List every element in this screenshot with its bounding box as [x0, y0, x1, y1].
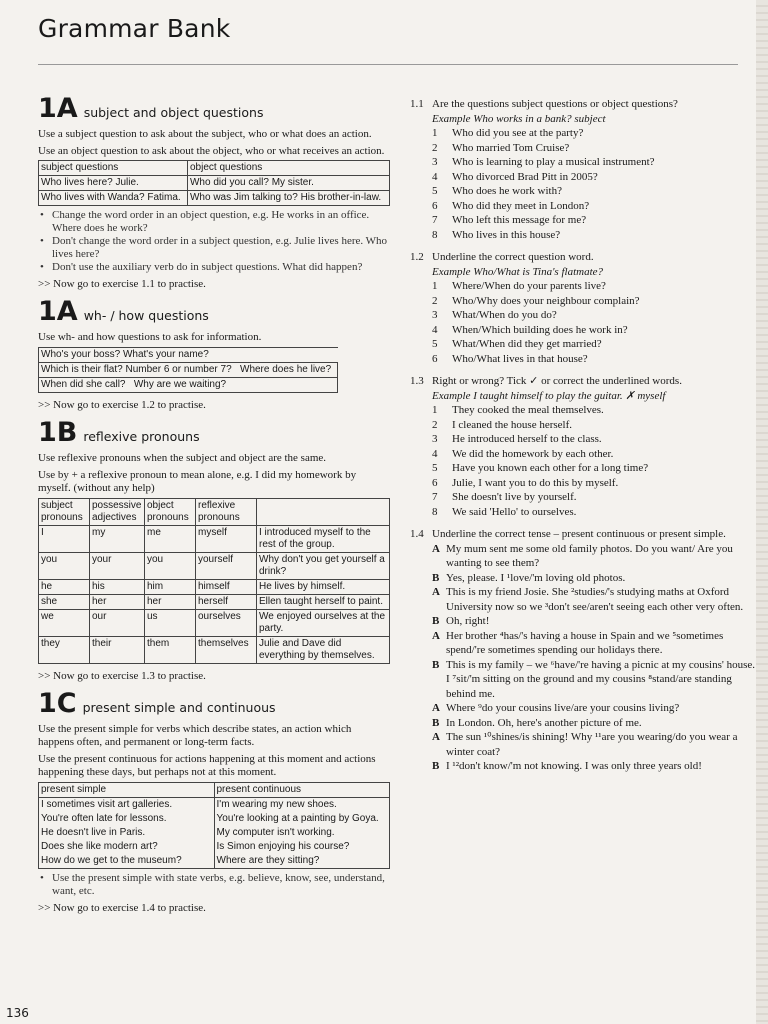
table-cell: him: [145, 580, 196, 595]
section-code: 1C: [38, 688, 77, 719]
table-cell: herself: [196, 595, 257, 610]
table-cell: myself: [196, 526, 257, 553]
table-row: [39, 363, 338, 378]
notes-list: [38, 872, 390, 898]
table-cell: Who was Jim talking to? His brother-in-law.: [187, 191, 389, 206]
table-row: [39, 798, 390, 813]
exercise-1-1: [410, 97, 760, 242]
list-item: 5 What/When did they get married?: [432, 338, 602, 350]
list-item: 3 What/When do you do?: [432, 309, 557, 321]
exercise-example: Example Who/What is Tina's flatmate?: [432, 265, 604, 278]
list-item: • Don't change the word order in a subject question, e.g. Julie lives here. Who lives here?: [48, 235, 390, 261]
table-cell: We enjoyed ourselves at the party.: [257, 610, 390, 637]
table-cell: you: [145, 553, 196, 580]
table-cell: his: [90, 580, 145, 595]
table-cell: Where are they sitting?: [214, 854, 390, 869]
practise-link: >> Now go to exercise 1.3 to practise.: [38, 670, 206, 682]
list-item: 7 She doesn't live by yourself.: [432, 491, 577, 503]
exercise-1-2: [410, 250, 760, 366]
list-item: 7 Who left this message for me?: [432, 214, 587, 226]
table-header: object pronouns: [145, 499, 196, 526]
table-cell: her: [90, 595, 145, 610]
list-item: 6 Julie, I want you to do this by myself.: [432, 476, 619, 489]
list-item: 4 When/Which building does he work in?: [432, 323, 628, 336]
page-title: Grammar Bank: [38, 14, 231, 43]
list-item: 5 Have you known each other for a long time?: [432, 462, 649, 474]
practise-link: >> Now go to exercise 1.4 to practise.: [38, 902, 206, 914]
notes-list: [38, 209, 390, 274]
table-cell: Is Simon enjoying his course?: [214, 840, 390, 854]
section-name: present simple and continuous: [82, 700, 276, 715]
exercise-number: 1.4: [410, 528, 424, 540]
section-1a-wh-heading: [38, 297, 390, 327]
table-header: object questions: [187, 161, 389, 176]
section-1b-heading: [38, 418, 390, 448]
table-cell: When did she call? Why are we waiting?: [39, 378, 338, 393]
table-cell: you: [39, 553, 90, 580]
table-row: [39, 553, 390, 580]
section-1c-heading: [38, 689, 390, 719]
rule-text: Use the present continuous for actions happening at this moment and actions happening these days, but perhaps not at this moment.: [38, 753, 376, 778]
exercise-example: Example I taught himself to play the guitar. ✗ myself: [432, 389, 666, 402]
table-cell: Ellen taught herself to paint.: [257, 595, 390, 610]
list-item: 2 I cleaned the house herself.: [432, 418, 573, 431]
list-item: 6 Who did they meet in London?: [432, 199, 590, 212]
table-cell: your: [90, 553, 145, 580]
list-item: • Don't use the auxiliary verb do in subject questions. What did happen?: [48, 261, 390, 274]
section-name: reflexive pronouns: [83, 429, 200, 444]
dialogue-line: A Where ⁹do your cousins live/are your cousins living?: [432, 702, 680, 714]
table-cell: He doesn't live in Paris.: [39, 826, 215, 840]
table-header: subject pronouns: [39, 499, 90, 526]
list-item: 4 Who divorced Brad Pitt in 2005?: [432, 170, 598, 183]
table-row: [39, 580, 390, 595]
list-item: 3 Who is learning to play a musical instrument?: [432, 156, 655, 168]
table-header: present simple: [39, 783, 215, 798]
table-row: [39, 637, 390, 664]
list-item: 6 Who/What lives in that house?: [432, 352, 588, 365]
table-row: [39, 348, 338, 363]
list-item: 2 Who married Tom Cruise?: [432, 141, 570, 154]
table-cell: You're often late for lessons.: [39, 812, 215, 826]
list-item: 8 Who lives in this house?: [432, 228, 561, 241]
list-item: 1 Where/When do your parents live?: [432, 280, 606, 292]
exercise-1-4: [410, 527, 760, 774]
list-item: 3 He introduced herself to the class.: [432, 433, 602, 445]
table-cell: You're looking at a painting by Goya.: [214, 812, 390, 826]
exercise-1-3: [410, 374, 760, 519]
section-code: 1B: [38, 417, 78, 448]
dialogue-line: B In London. Oh, here's another picture of me.: [432, 716, 642, 729]
dialogue-line: A The sun ¹⁰shines/is shining! Why ¹¹are you wearing/do you wear a winter coat?: [432, 731, 738, 758]
table-cell: themselves: [196, 637, 257, 664]
table-cell: My computer isn't working.: [214, 826, 390, 840]
rule-text: Use reflexive pronouns when the subject and object are the same.: [38, 452, 327, 464]
table-cell: us: [145, 610, 196, 637]
table-row: [39, 826, 390, 840]
dialogue-line: B Yes, please. I ¹love/'m loving old photos.: [432, 571, 626, 584]
table-row: [39, 854, 390, 869]
table-cell: I introduced myself to the rest of the group.: [257, 526, 390, 553]
table-cell: my: [90, 526, 145, 553]
present-tenses-table: [38, 782, 390, 869]
table-cell: our: [90, 610, 145, 637]
table-cell: How do we get to the museum?: [39, 854, 215, 869]
dialogue-line: A This is my friend Josie. She ²studies/'s studying maths at Oxford University now so we ³don't see/aren't seeing each other very often.: [432, 586, 744, 613]
table-row: [39, 526, 390, 553]
table-cell: Does she like modern art?: [39, 840, 215, 854]
section-code: 1A: [38, 93, 78, 124]
table-cell: I sometimes visit art galleries.: [39, 798, 215, 813]
table-cell: I: [39, 526, 90, 553]
exercise-instruction: Underline the correct tense – present continuous or present simple.: [432, 528, 726, 540]
practise-link: >> Now go to exercise 1.1 to practise.: [38, 278, 206, 290]
dialogue-line: A My mum sent me some old family photos. Do you want/ Are you wanting to see them?: [432, 542, 733, 569]
table-row: [39, 176, 390, 191]
table-header: [257, 499, 390, 526]
list-item: 5 Who does he work with?: [432, 185, 562, 197]
table-row: [39, 191, 390, 206]
table-cell: Which is their flat? Number 6 or number 7? Where does he live?: [39, 363, 338, 378]
table-cell: Julie and Dave did everything by themselves.: [257, 637, 390, 664]
rule-text: Use by + a reflexive pronoun to mean alone, e.g. I did my homework by myself. (without any help): [38, 469, 357, 494]
section-name: wh- / how questions: [83, 308, 209, 323]
exercise-instruction: Underline the correct question word.: [432, 251, 594, 263]
rule-text: Use a subject question to ask about the subject, who or what does an action.: [38, 128, 372, 140]
page-number: 136: [6, 1006, 29, 1020]
table-cell: she: [39, 595, 90, 610]
section-code: 1A: [38, 296, 78, 327]
table-cell: me: [145, 526, 196, 553]
dialogue-line: B Oh, right!: [432, 615, 490, 627]
table-cell: Who lives with Wanda? Fatima.: [39, 191, 188, 206]
title-rule: [38, 64, 738, 65]
list-item: 1 They cooked the meal themselves.: [432, 404, 604, 416]
exercise-number: 1.3: [410, 375, 424, 387]
right-column: [410, 97, 760, 774]
section-name: subject and object questions: [83, 105, 264, 120]
table-cell: ourselves: [196, 610, 257, 637]
table-cell: their: [90, 637, 145, 664]
table-row: [39, 610, 390, 637]
rule-text: Use an object question to ask about the object, who or what receives an action.: [38, 145, 385, 157]
table-cell: Why don't you get yourself a drink?: [257, 553, 390, 580]
dialogue-line: B This is my family – we ⁶have/'re having a picnic at my cousins' house. I ⁷sit/'m sitting on the ground and my cousins ⁸stand/are standing behind me.: [432, 658, 756, 700]
exercise-number: 1.1: [410, 98, 424, 110]
table-row: [39, 812, 390, 826]
subject-object-table: [38, 160, 390, 206]
table-cell: Who lives here? Julie.: [39, 176, 188, 191]
reflexive-pronouns-table: [38, 498, 390, 664]
table-header: present continuous: [214, 783, 390, 798]
table-cell: himself: [196, 580, 257, 595]
exercise-number: 1.2: [410, 251, 424, 263]
exercise-instruction: Are the questions subject questions or object questions?: [432, 98, 678, 110]
dialogue-line: B I ¹²don't know/'m not knowing. I was only three years old!: [432, 760, 702, 772]
table-header: reflexive pronouns: [196, 499, 257, 526]
wh-questions-table: [38, 347, 338, 393]
table-row: [39, 840, 390, 854]
exercise-instruction: Right or wrong? Tick ✓ or correct the underlined words.: [432, 375, 682, 387]
left-column: [38, 94, 390, 915]
rule-text: Use the present simple for verbs which describe states, an action which happens often, and permanent or long-term facts.: [38, 723, 352, 748]
practise-link: >> Now go to exercise 1.2 to practise.: [38, 399, 206, 411]
table-row: [39, 595, 390, 610]
table-cell: I'm wearing my new shoes.: [214, 798, 390, 813]
dialogue-line: A Her brother ⁴has/'s having a house in Spain and we ⁵sometimes spend/'re sometimes spending our holidays there.: [432, 629, 724, 656]
list-item: 8 We said 'Hello' to ourselves.: [432, 505, 577, 518]
list-item: 2 Who/Why does your neighbour complain?: [432, 294, 640, 307]
table-cell: he: [39, 580, 90, 595]
table-cell: them: [145, 637, 196, 664]
table-cell: He lives by himself.: [257, 580, 390, 595]
list-item: • Change the word order in an object question, e.g. He works in an office. Where does he work?: [48, 209, 390, 235]
list-item: 4 We did the homework by each other.: [432, 447, 614, 460]
table-row: [39, 378, 338, 393]
table-cell: Who did you call? My sister.: [187, 176, 389, 191]
list-item: 1 Who did you see at the party?: [432, 127, 584, 139]
table-header: subject questions: [39, 161, 188, 176]
list-item: • Use the present simple with state verbs, e.g. believe, know, see, understand, want, etc.: [48, 872, 390, 898]
table-cell: her: [145, 595, 196, 610]
table-cell: Who's your boss? What's your name?: [39, 348, 338, 363]
section-1a-heading: [38, 94, 390, 124]
table-header: possessive adjectives: [90, 499, 145, 526]
rule-text: Use wh- and how questions to ask for information.: [38, 331, 262, 343]
exercise-example: Example Who works in a bank? subject: [432, 112, 606, 125]
table-cell: we: [39, 610, 90, 637]
table-cell: yourself: [196, 553, 257, 580]
table-cell: they: [39, 637, 90, 664]
